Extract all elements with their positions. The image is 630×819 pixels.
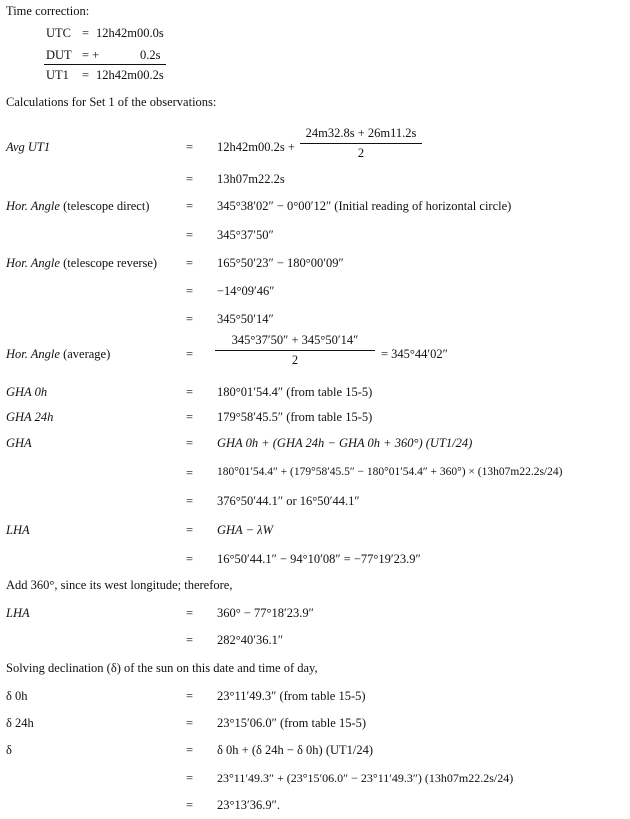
lha-formula: GHA − λW xyxy=(217,523,273,537)
dut-value: 0.2s xyxy=(140,48,161,62)
d-equals-3: = xyxy=(186,798,194,812)
hor-avg-result: = 345°44′02″ xyxy=(381,347,448,361)
utc-label: UTC xyxy=(46,26,71,40)
hor-avg-fraction-bar xyxy=(215,350,375,351)
declination-heading: Solving declination (δ) of the sun on this date and time of day, xyxy=(6,661,318,675)
ut1-equals: = xyxy=(82,68,90,82)
d-result: 23°13′36.9″. xyxy=(217,798,280,812)
hor-avg-label: Hor. Angle (average) xyxy=(6,347,111,361)
gha-equals-3: = xyxy=(186,494,194,508)
hor-reverse-equals-3: = xyxy=(186,312,194,326)
d24-label: δ 24h xyxy=(6,716,34,730)
hor-avg-denominator: 2 xyxy=(291,353,299,367)
gha0-label: GHA 0h xyxy=(6,385,48,399)
lha-label: LHA xyxy=(6,523,30,537)
hor-reverse-label: Hor. Angle (telescope reverse) xyxy=(6,256,158,270)
gha24-equals: = xyxy=(186,410,194,424)
hor-reverse-equals: = xyxy=(186,256,194,270)
set1-heading: Calculations for Set 1 of the observations: xyxy=(6,95,217,109)
hor-reverse-value: 165°50′23″ − 180°00′09″ xyxy=(217,256,344,270)
avg-ut1-numerator: 24m32.8s + 26m11.2s xyxy=(305,126,417,140)
gha24-label: GHA 24h xyxy=(6,410,54,424)
hor-direct-value: 345°38′02″ − 0°00′12″ (Initial reading of horizontal circle) xyxy=(217,199,512,213)
lha2-equals-2: = xyxy=(186,633,194,647)
add-360-note: Add 360°, since its west longitude; therefore, xyxy=(6,578,233,592)
avg-ut1-result: 13h07m22.2s xyxy=(217,172,285,186)
d24-value: 23°15′06.0″ (from table 15-5) xyxy=(217,716,367,730)
lha2-equals: = xyxy=(186,606,194,620)
hor-direct-label: Hor. Angle (telescope direct) xyxy=(6,199,150,213)
gha-formula: GHA 0h + (GHA 24h − GHA 0h + 360°) (UT1/24) xyxy=(217,436,473,450)
d-equals: = xyxy=(186,743,194,757)
hor-reverse-equals-2: = xyxy=(186,284,194,298)
d-equals-2: = xyxy=(186,771,194,785)
hor-direct-result: 345°37′50″ xyxy=(217,228,274,242)
gha-result: 376°50′44.1″ or 16°50′44.1″ xyxy=(217,494,360,508)
lha2-result: 282°40′36.1″ xyxy=(217,633,284,647)
d24-equals: = xyxy=(186,716,194,730)
d0-label: δ 0h xyxy=(6,689,28,703)
hor-reverse-result-2: 345°50′14″ xyxy=(217,312,274,326)
dut-label: DUT xyxy=(46,48,72,62)
ut1-value: 12h42m00.2s xyxy=(96,68,164,82)
avg-ut1-equals-2: = xyxy=(186,172,194,186)
d0-value: 23°11′49.3″ (from table 15-5) xyxy=(217,689,366,703)
hor-direct-equals: = xyxy=(186,199,194,213)
avg-ut1-label: Avg UT1 xyxy=(6,140,51,154)
gha-label: GHA xyxy=(6,436,32,450)
hor-reverse-result-1: −14°09′46″ xyxy=(217,284,275,298)
lha2-substitution: 360° − 77°18′23.9″ xyxy=(217,606,314,620)
utc-value: 12h42m00.0s xyxy=(96,26,164,40)
dut-equals: = + xyxy=(82,48,100,62)
lha-equals-2: = xyxy=(186,552,194,566)
lha-equals: = xyxy=(186,523,194,537)
avg-ut1-equals: = xyxy=(186,140,194,154)
sum-rule xyxy=(44,64,166,65)
gha0-value: 180°01′54.4″ (from table 15-5) xyxy=(217,385,373,399)
gha0-equals: = xyxy=(186,385,194,399)
avg-ut1-fraction-bar xyxy=(300,143,422,144)
utc-equals: = xyxy=(82,26,90,40)
gha-equals: = xyxy=(186,436,194,450)
hor-avg-numerator: 345°37′50″ + 345°50′14″ xyxy=(231,333,359,347)
d-substitution: 23°11′49.3″ + (23°15′06.0″ − 23°11′49.3″) (13h07m22.2s/24) xyxy=(217,771,514,785)
time-correction-heading: Time correction: xyxy=(6,4,90,18)
d0-equals: = xyxy=(186,689,194,703)
d-label: δ xyxy=(6,743,12,757)
gha-equals-2: = xyxy=(186,466,194,480)
lha2-label: LHA xyxy=(6,606,30,620)
avg-ut1-denominator: 2 xyxy=(357,146,365,160)
avg-ut1-lhs: 12h42m00.2s + xyxy=(217,140,295,154)
hor-direct-equals-2: = xyxy=(186,228,194,242)
d-formula: δ 0h + (δ 24h − δ 0h) (UT1/24) xyxy=(217,743,374,757)
hor-avg-equals: = xyxy=(186,347,194,361)
gha24-value: 179°58′45.5″ (from table 15-5) xyxy=(217,410,373,424)
gha-substitution: 180°01′54.4″ + (179°58′45.5″ − 180°01′54.4″ + 360°) × (13h07m22.2s/24) xyxy=(217,466,563,478)
ut1-label: UT1 xyxy=(46,68,69,82)
lha-substitution: 16°50′44.1″ − 94°10′08″ = −77°19′23.9″ xyxy=(217,552,421,566)
